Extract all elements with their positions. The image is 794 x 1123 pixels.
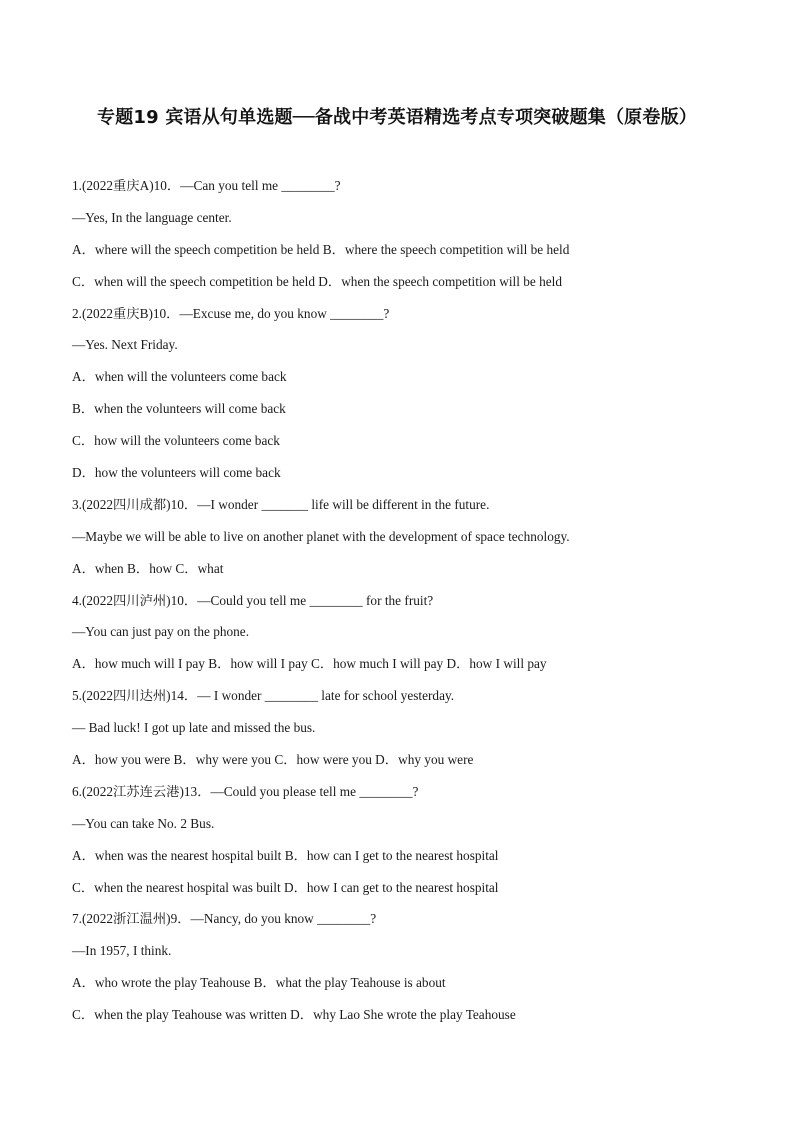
q3-answer-line: —Maybe we will be able to live on another planet with the development of space technology. [72, 528, 570, 544]
q1-stem: 1.(2022重庆A)10．—Can you tell me ________? [72, 178, 341, 193]
q6-options-ab: A．when was the nearest hospital built B．how can I get to the nearest hospital [72, 847, 499, 863]
q1-options-ab: A．where will the speech competition be held B．where the speech competition will be held [72, 241, 570, 257]
q3-stem: 3.(2022四川成都)10．—I wonder _______ life will be different in the future. [72, 496, 490, 512]
q4-answer-line: —You can just pay on the phone. [72, 624, 250, 640]
q5-options: A．how you were B．why were you C．how were you D．why you were [72, 752, 474, 768]
q2-option-d: D．how the volunteers will come back [72, 465, 281, 481]
q4-options: A．how much will I pay B．how will I pay C．how much I will pay D．how I will pay [72, 656, 547, 672]
q1-answer-line: —Yes, In the language center. [72, 209, 232, 225]
q5-answer-line: — Bad luck! I got up late and missed the bus. [72, 720, 316, 736]
q4-stem: 4.(2022四川泸州)10．—Could you tell me ________ for the fruit? [72, 592, 434, 608]
q2-option-a: A．when will the volunteers come back [72, 369, 287, 385]
q6-answer-line: —You can take No. 2 Bus. [72, 815, 215, 831]
q7-answer-line: —In 1957, I think. [72, 943, 172, 959]
q7-options-cd: C．when the play Teahouse was written D．why Lao She wrote the play Teahouse [72, 1007, 516, 1023]
q7-stem: 7.(2022浙江温州)9．—Nancy, do you know ________? [72, 911, 377, 927]
q6-stem: 6.(2022江苏连云港)13．—Could you please tell me ________? [72, 783, 419, 799]
q2-stem: 2.(2022重庆B)10．—Excuse me, do you know ________? [72, 305, 390, 321]
q5-stem: 5.(2022四川达州)14．— I wonder ________ late for school yesterday. [72, 688, 455, 704]
q2-answer-line: —Yes. Next Friday. [72, 337, 178, 353]
q3-options: A．when B．how C．what [72, 560, 224, 576]
q2-option-b: B．when the volunteers will come back [72, 401, 286, 417]
document-title: 专题19 宾语从句单选题──备战中考英语精选考点专项突破题集（原卷版） [97, 107, 697, 128]
q1-options-cd: C．when will the speech competition be held D．when the speech competition will be held [72, 273, 563, 289]
q6-options-cd: C．when the nearest hospital was built D．how I can get to the nearest hospital [72, 879, 499, 895]
question-list [72, 170, 732, 1031]
q7-options-ab: A．who wrote the play Teahouse B．what the play Teahouse is about [72, 975, 446, 991]
q2-option-c: C．how will the volunteers come back [72, 433, 280, 449]
